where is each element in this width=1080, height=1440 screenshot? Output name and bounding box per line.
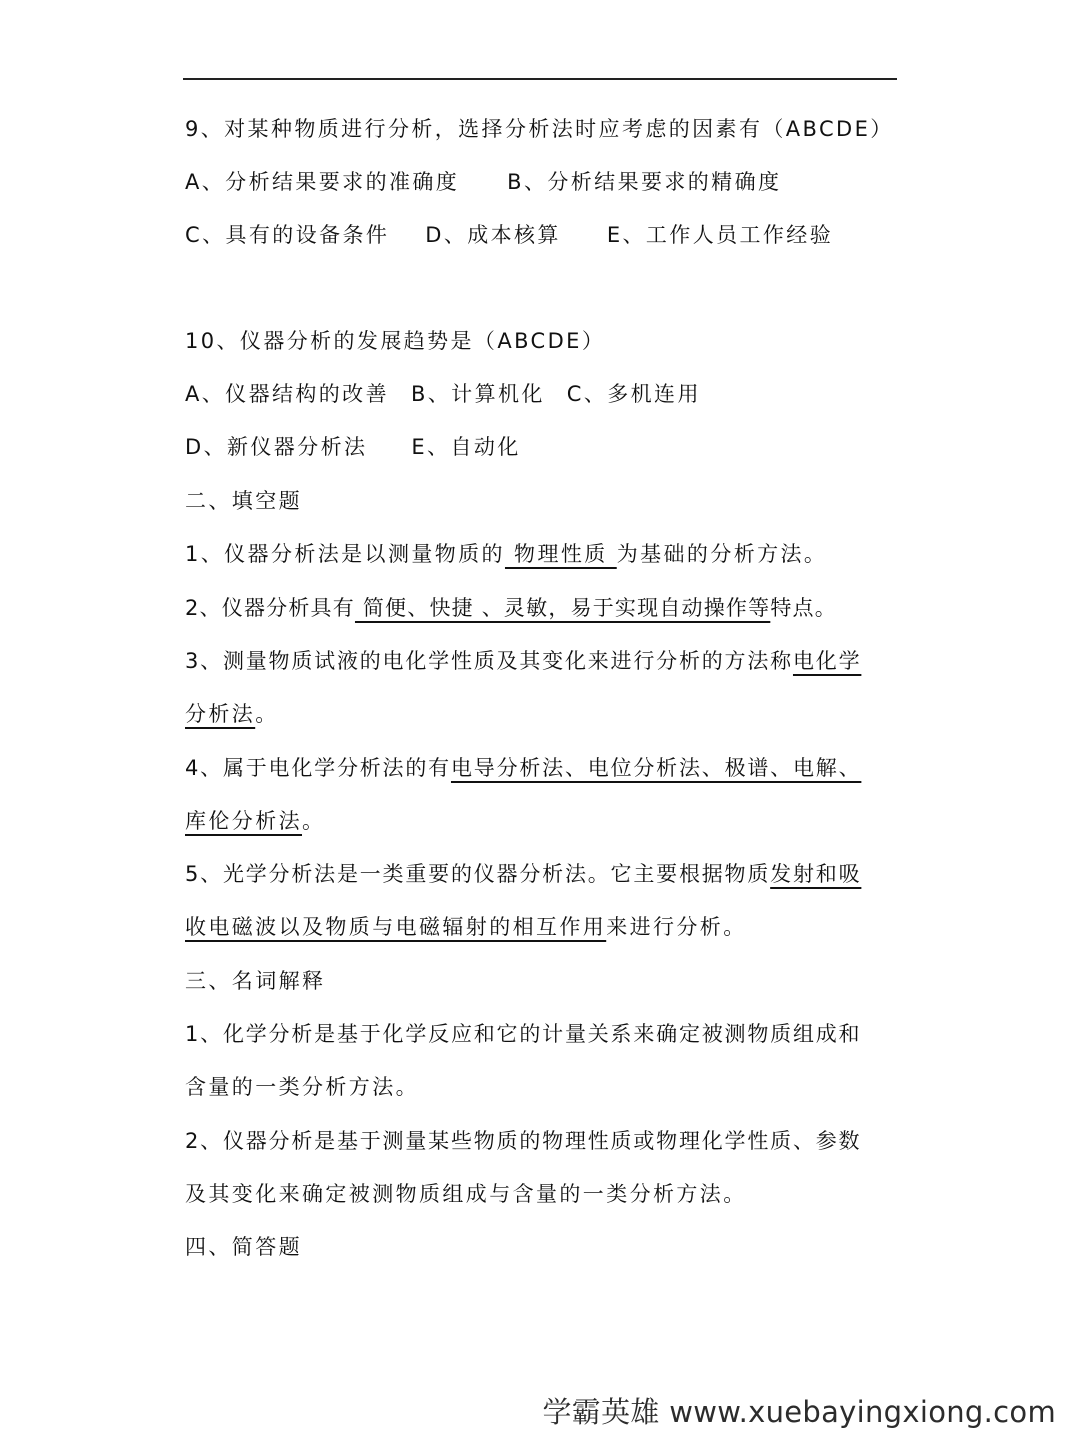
fill-5-suffix: 来进行分析。 xyxy=(606,915,747,939)
fill-5-prefix: 5、光学分析法是一类重要的仪器分析法。它主要根据物质 xyxy=(185,862,771,886)
fill-4-suffix: 。 xyxy=(302,809,326,833)
fill-4-answer-part2: 库伦分析法 xyxy=(185,809,302,833)
q10-options-row2 xyxy=(185,432,905,462)
q9-option-c: C、具有的设备条件 xyxy=(185,223,390,247)
header-rule xyxy=(183,78,897,80)
q10-options-row1 xyxy=(185,379,905,409)
definition-1-line2: 含量的一类分析方法。 xyxy=(185,1075,419,1099)
q10-option-d: D、新仪器分析法 xyxy=(185,435,368,459)
fill-2-answer: 简便、快捷 、灵敏，易于实现自动操作等 xyxy=(354,596,771,620)
fill-item-5-cont xyxy=(185,912,905,942)
q10-option-c: C、多机连用 xyxy=(566,382,701,406)
fill-3-answer-part1: 电化学 xyxy=(792,649,862,673)
fill-2-suffix: 特点。 xyxy=(770,596,837,620)
fill-3-suffix: 。 xyxy=(255,702,279,726)
fill-5-answer-part1: 发射和吸 xyxy=(770,862,862,886)
fill-item-4 xyxy=(185,753,905,783)
q10-option-b: B、计算机化 xyxy=(410,382,545,406)
q10-option-a: A、仪器结构的改善 xyxy=(185,382,389,406)
q9-options-row1 xyxy=(185,167,905,197)
section2-heading: 二、填空题 xyxy=(185,489,302,513)
q10-question: 10、仪器分析的发展趋势是（ABCDE） xyxy=(185,329,606,353)
fill-3-answer-part2: 分析法 xyxy=(185,702,256,726)
fill-1-answer: 物理性质 xyxy=(504,542,617,566)
q9-option-a: A、分析结果要求的准确度 xyxy=(185,170,460,194)
fill-5-answer-part2: 收电磁波以及物质与电磁辐射的相互作用 xyxy=(185,915,607,939)
fill-item-5 xyxy=(185,859,905,889)
definition-2-line1: 2、仪器分析是基于测量某些物质的物理性质或物理化学性质、参数 xyxy=(185,1129,862,1153)
fill-4-prefix: 4、属于电化学分析法的有 xyxy=(185,756,451,780)
fill-item-3-cont xyxy=(185,699,905,729)
definition-1-line1: 1、化学分析是基于化学反应和它的计量关系来确定被测物质组成和 xyxy=(185,1022,862,1046)
q10-option-e: E、自动化 xyxy=(411,435,521,459)
fill-item-1 xyxy=(185,539,905,569)
q9-option-e: E、工作人员工作经验 xyxy=(606,223,834,247)
section4-heading: 四、简答题 xyxy=(185,1235,302,1259)
site-watermark: 学霸英雄 www.xuebayingxiong.com xyxy=(542,1395,1056,1429)
q9-question: 9、对某种物质进行分析，选择分析法时应考虑的因素有（ABCDE） xyxy=(185,117,894,141)
fill-4-answer-part1: 电导分析法、电位分析法、极谱、电解、 xyxy=(450,756,862,780)
fill-2-prefix: 2、仪器分析具有 xyxy=(185,596,355,620)
fill-1-suffix: 为基础的分析方法。 xyxy=(616,542,828,566)
q9-option-b: B、分析结果要求的精确度 xyxy=(507,170,782,194)
fill-item-2 xyxy=(185,593,905,623)
q9-option-d: D、成本核算 xyxy=(425,223,561,247)
q9-options-row2 xyxy=(185,220,905,250)
fill-item-3 xyxy=(185,646,905,676)
fill-3-prefix: 3、测量物质试液的电化学性质及其变化来进行分析的方法称 xyxy=(185,649,793,673)
definition-2-line2: 及其变化来确定被测物质组成与含量的一类分析方法。 xyxy=(185,1182,747,1206)
fill-item-4-cont xyxy=(185,806,905,836)
section3-heading: 三、名词解释 xyxy=(185,969,326,993)
fill-1-prefix: 1、仪器分析法是以测量物质的 xyxy=(185,542,505,566)
